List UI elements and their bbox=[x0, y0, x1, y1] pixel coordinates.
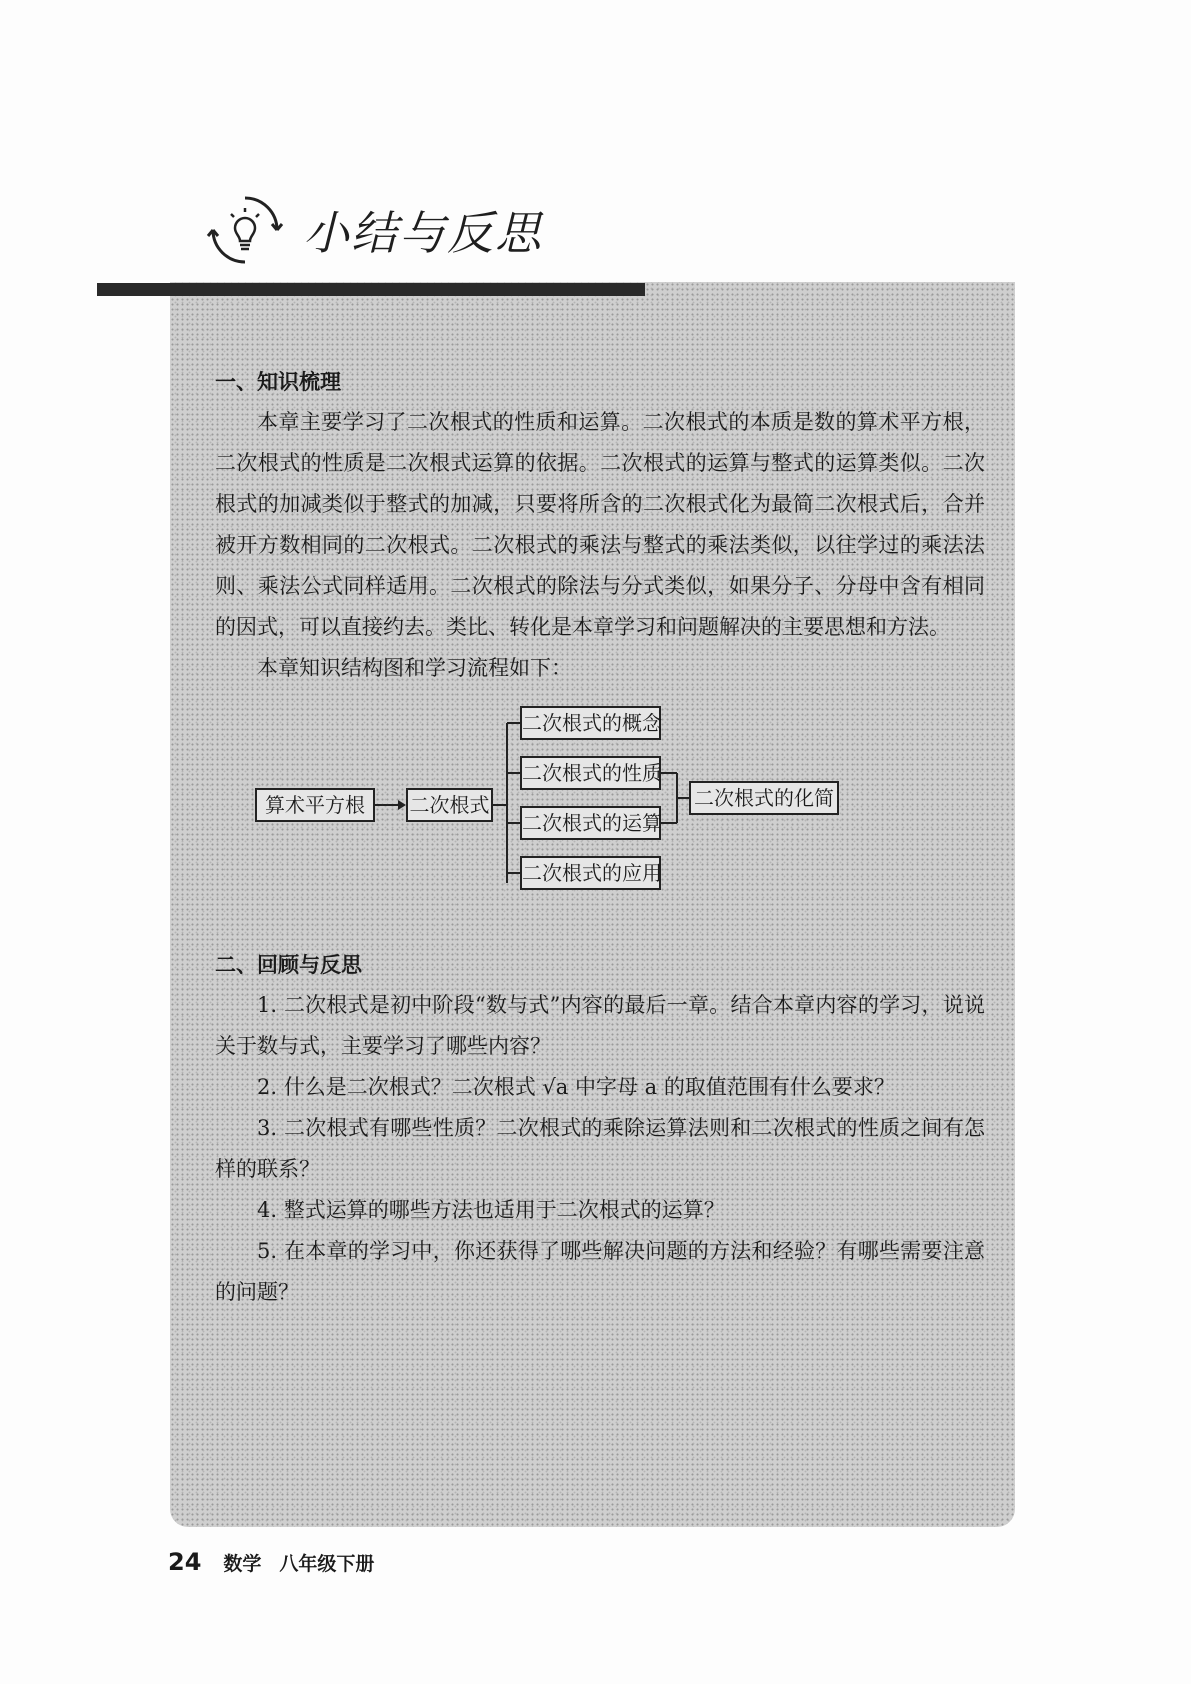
subject-label: 数学 bbox=[223, 1553, 262, 1575]
box-radical-application: 二次根式的应用 bbox=[520, 856, 661, 890]
page-number: 24 bbox=[168, 1548, 202, 1576]
question-1: 1. 二次根式是初中阶段“数与式”内容的最后一章。结合本章内容的学习，说说关于数与式，主要学习了哪些内容？ bbox=[215, 993, 985, 1058]
section-title: 小结与反思 bbox=[303, 206, 543, 260]
section-header bbox=[205, 190, 543, 270]
knowledge-structure-diagram bbox=[215, 693, 985, 923]
knowledge-review-heading: 一、知识梳理 bbox=[215, 370, 341, 394]
box-radical-operation: 二次根式的运算 bbox=[520, 806, 661, 840]
grade-label: 八年级下册 bbox=[279, 1553, 375, 1575]
diagram-intro: 本章知识结构图和学习流程如下： bbox=[257, 656, 572, 680]
knowledge-review-paragraph: 本章主要学习了二次根式的性质和运算。二次根式的本质是数的算术平方根，二次根式的性质是二次根式运算的依据。二次根式的运算与整式的运算类似。二次根式的加减类似于整式的加减，只要将所含的二次根式化为最简二次根式后，合并被开方数相同的二次根式。二次根式的乘法与整式的乘法类似，以往学过的乘法法则、乘法公式同样适用。二次根式的除法与分式类似，如果分子、分母中含有相同的因式，可以直接约去。类比、转化是本章学习和问题解决的主要思想和方法。 bbox=[215, 410, 985, 639]
box-arithmetic-square-root: 算术平方根 bbox=[255, 788, 375, 822]
box-radical-simplification: 二次根式的化简 bbox=[689, 781, 839, 815]
review-section bbox=[215, 945, 985, 1313]
question-3: 3. 二次根式有哪些性质？二次根式的乘除运算法则和二次根式的性质之间有怎样的联系？ bbox=[215, 1116, 985, 1181]
box-radical-property: 二次根式的性质 bbox=[520, 756, 661, 790]
question-4: 4. 整式运算的哪些方法也适用于二次根式的运算？ bbox=[257, 1198, 725, 1222]
page-footer bbox=[168, 1548, 374, 1576]
box-quadratic-radical: 二次根式 bbox=[406, 788, 493, 822]
question-5: 5. 在本章的学习中，你还获得了哪些解决问题的方法和经验？有哪些需要注意的问题？ bbox=[215, 1239, 985, 1304]
box-radical-concept: 二次根式的概念 bbox=[520, 706, 661, 740]
main-content bbox=[215, 362, 985, 1313]
lightbulb-icon bbox=[205, 190, 285, 270]
review-reflection-heading: 二、回顾与反思 bbox=[215, 953, 362, 977]
header-divider bbox=[97, 283, 645, 296]
question-2: 2. 什么是二次根式？二次根式 √a 中字母 a 的取值范围有什么要求？ bbox=[257, 1075, 895, 1099]
